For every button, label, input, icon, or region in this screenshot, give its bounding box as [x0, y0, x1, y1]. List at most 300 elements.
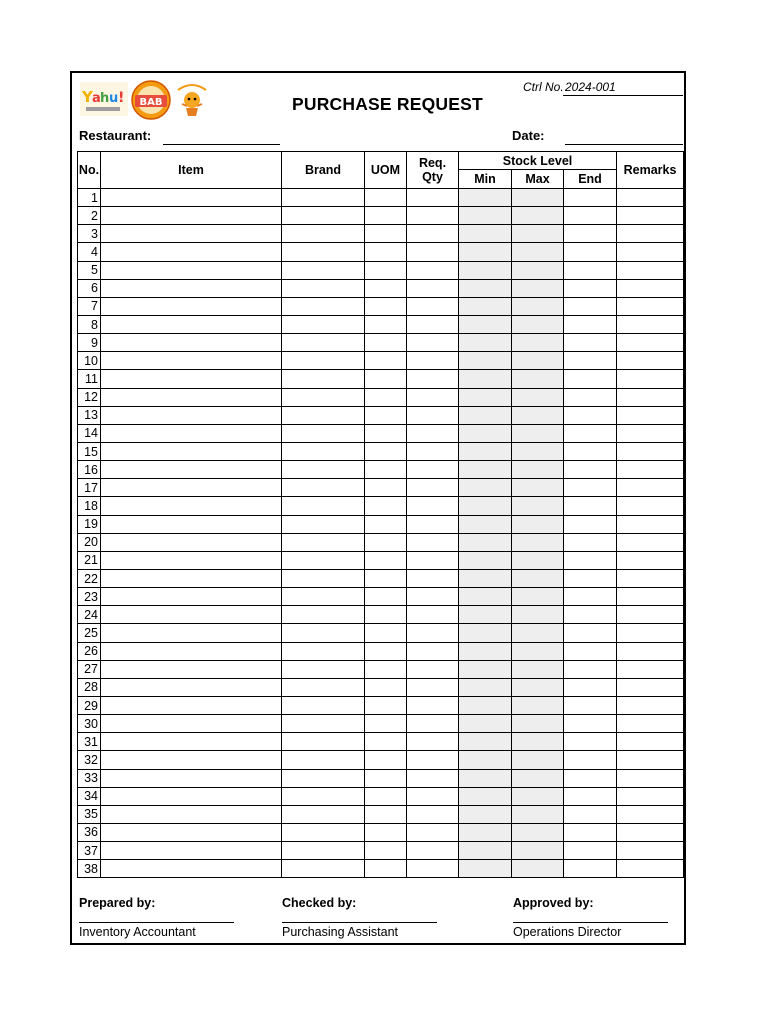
remarks-cell[interactable] — [617, 787, 684, 805]
item-cell[interactable] — [101, 569, 282, 587]
brand-cell[interactable] — [282, 388, 365, 406]
brand-cell[interactable] — [282, 860, 365, 878]
item-cell[interactable] — [101, 787, 282, 805]
end-cell[interactable] — [564, 624, 617, 642]
brand-cell[interactable] — [282, 225, 365, 243]
item-cell[interactable] — [101, 461, 282, 479]
max-cell[interactable] — [512, 515, 564, 533]
min-cell[interactable] — [459, 189, 512, 207]
req-qty-cell[interactable] — [407, 624, 459, 642]
item-cell[interactable] — [101, 207, 282, 225]
max-cell[interactable] — [512, 733, 564, 751]
brand-cell[interactable] — [282, 533, 365, 551]
end-cell[interactable] — [564, 678, 617, 696]
remarks-cell[interactable] — [617, 225, 684, 243]
max-cell[interactable] — [512, 297, 564, 315]
req-qty-cell[interactable] — [407, 678, 459, 696]
item-cell[interactable] — [101, 842, 282, 860]
uom-cell[interactable] — [365, 588, 407, 606]
end-cell[interactable] — [564, 225, 617, 243]
item-cell[interactable] — [101, 642, 282, 660]
end-cell[interactable] — [564, 297, 617, 315]
end-cell[interactable] — [564, 733, 617, 751]
remarks-cell[interactable] — [617, 551, 684, 569]
min-cell[interactable] — [459, 805, 512, 823]
end-cell[interactable] — [564, 261, 617, 279]
min-cell[interactable] — [459, 860, 512, 878]
uom-cell[interactable] — [365, 569, 407, 587]
item-cell[interactable] — [101, 678, 282, 696]
item-cell[interactable] — [101, 588, 282, 606]
req-qty-cell[interactable] — [407, 297, 459, 315]
remarks-cell[interactable] — [617, 461, 684, 479]
req-qty-cell[interactable] — [407, 189, 459, 207]
brand-cell[interactable] — [282, 243, 365, 261]
remarks-cell[interactable] — [617, 497, 684, 515]
item-cell[interactable] — [101, 696, 282, 714]
uom-cell[interactable] — [365, 334, 407, 352]
brand-cell[interactable] — [282, 588, 365, 606]
brand-cell[interactable] — [282, 642, 365, 660]
uom-cell[interactable] — [365, 388, 407, 406]
req-qty-cell[interactable] — [407, 787, 459, 805]
uom-cell[interactable] — [365, 624, 407, 642]
min-cell[interactable] — [459, 279, 512, 297]
req-qty-cell[interactable] — [407, 606, 459, 624]
req-qty-cell[interactable] — [407, 660, 459, 678]
req-qty-cell[interactable] — [407, 588, 459, 606]
max-cell[interactable] — [512, 479, 564, 497]
brand-cell[interactable] — [282, 842, 365, 860]
remarks-cell[interactable] — [617, 715, 684, 733]
uom-cell[interactable] — [365, 678, 407, 696]
brand-cell[interactable] — [282, 678, 365, 696]
max-cell[interactable] — [512, 243, 564, 261]
min-cell[interactable] — [459, 715, 512, 733]
brand-cell[interactable] — [282, 787, 365, 805]
approved-by-signature-line[interactable] — [513, 922, 668, 923]
min-cell[interactable] — [459, 751, 512, 769]
max-cell[interactable] — [512, 588, 564, 606]
uom-cell[interactable] — [365, 406, 407, 424]
min-cell[interactable] — [459, 515, 512, 533]
uom-cell[interactable] — [365, 805, 407, 823]
end-cell[interactable] — [564, 823, 617, 841]
req-qty-cell[interactable] — [407, 842, 459, 860]
brand-cell[interactable] — [282, 315, 365, 333]
min-cell[interactable] — [459, 406, 512, 424]
min-cell[interactable] — [459, 569, 512, 587]
remarks-cell[interactable] — [617, 805, 684, 823]
uom-cell[interactable] — [365, 715, 407, 733]
uom-cell[interactable] — [365, 461, 407, 479]
remarks-cell[interactable] — [617, 297, 684, 315]
brand-cell[interactable] — [282, 406, 365, 424]
remarks-cell[interactable] — [617, 243, 684, 261]
item-cell[interactable] — [101, 334, 282, 352]
end-cell[interactable] — [564, 515, 617, 533]
uom-cell[interactable] — [365, 370, 407, 388]
remarks-cell[interactable] — [617, 642, 684, 660]
item-cell[interactable] — [101, 315, 282, 333]
brand-cell[interactable] — [282, 733, 365, 751]
uom-cell[interactable] — [365, 842, 407, 860]
brand-cell[interactable] — [282, 479, 365, 497]
item-cell[interactable] — [101, 442, 282, 460]
remarks-cell[interactable] — [617, 315, 684, 333]
brand-cell[interactable] — [282, 370, 365, 388]
end-cell[interactable] — [564, 569, 617, 587]
uom-cell[interactable] — [365, 860, 407, 878]
item-cell[interactable] — [101, 243, 282, 261]
max-cell[interactable] — [512, 624, 564, 642]
req-qty-cell[interactable] — [407, 805, 459, 823]
uom-cell[interactable] — [365, 751, 407, 769]
req-qty-cell[interactable] — [407, 479, 459, 497]
brand-cell[interactable] — [282, 551, 365, 569]
uom-cell[interactable] — [365, 189, 407, 207]
max-cell[interactable] — [512, 823, 564, 841]
req-qty-cell[interactable] — [407, 515, 459, 533]
item-cell[interactable] — [101, 370, 282, 388]
remarks-cell[interactable] — [617, 352, 684, 370]
req-qty-cell[interactable] — [407, 424, 459, 442]
brand-cell[interactable] — [282, 751, 365, 769]
uom-cell[interactable] — [365, 787, 407, 805]
max-cell[interactable] — [512, 860, 564, 878]
uom-cell[interactable] — [365, 261, 407, 279]
end-cell[interactable] — [564, 442, 617, 460]
brand-cell[interactable] — [282, 207, 365, 225]
max-cell[interactable] — [512, 805, 564, 823]
min-cell[interactable] — [459, 388, 512, 406]
brand-cell[interactable] — [282, 805, 365, 823]
end-cell[interactable] — [564, 769, 617, 787]
remarks-cell[interactable] — [617, 842, 684, 860]
max-cell[interactable] — [512, 352, 564, 370]
max-cell[interactable] — [512, 225, 564, 243]
uom-cell[interactable] — [365, 660, 407, 678]
brand-cell[interactable] — [282, 715, 365, 733]
end-cell[interactable] — [564, 805, 617, 823]
max-cell[interactable] — [512, 315, 564, 333]
req-qty-cell[interactable] — [407, 569, 459, 587]
min-cell[interactable] — [459, 642, 512, 660]
min-cell[interactable] — [459, 823, 512, 841]
remarks-cell[interactable] — [617, 334, 684, 352]
min-cell[interactable] — [459, 787, 512, 805]
req-qty-cell[interactable] — [407, 733, 459, 751]
remarks-cell[interactable] — [617, 424, 684, 442]
uom-cell[interactable] — [365, 606, 407, 624]
max-cell[interactable] — [512, 551, 564, 569]
item-cell[interactable] — [101, 860, 282, 878]
end-cell[interactable] — [564, 660, 617, 678]
brand-cell[interactable] — [282, 696, 365, 714]
remarks-cell[interactable] — [617, 751, 684, 769]
max-cell[interactable] — [512, 642, 564, 660]
max-cell[interactable] — [512, 715, 564, 733]
max-cell[interactable] — [512, 279, 564, 297]
uom-cell[interactable] — [365, 696, 407, 714]
remarks-cell[interactable] — [617, 388, 684, 406]
end-cell[interactable] — [564, 751, 617, 769]
uom-cell[interactable] — [365, 642, 407, 660]
req-qty-cell[interactable] — [407, 315, 459, 333]
end-cell[interactable] — [564, 842, 617, 860]
max-cell[interactable] — [512, 842, 564, 860]
remarks-cell[interactable] — [617, 261, 684, 279]
remarks-cell[interactable] — [617, 442, 684, 460]
remarks-cell[interactable] — [617, 678, 684, 696]
min-cell[interactable] — [459, 842, 512, 860]
req-qty-cell[interactable] — [407, 334, 459, 352]
brand-cell[interactable] — [282, 461, 365, 479]
min-cell[interactable] — [459, 461, 512, 479]
brand-cell[interactable] — [282, 424, 365, 442]
req-qty-cell[interactable] — [407, 715, 459, 733]
end-cell[interactable] — [564, 315, 617, 333]
remarks-cell[interactable] — [617, 569, 684, 587]
end-cell[interactable] — [564, 715, 617, 733]
max-cell[interactable] — [512, 261, 564, 279]
min-cell[interactable] — [459, 297, 512, 315]
req-qty-cell[interactable] — [407, 751, 459, 769]
end-cell[interactable] — [564, 860, 617, 878]
min-cell[interactable] — [459, 497, 512, 515]
item-cell[interactable] — [101, 551, 282, 569]
remarks-cell[interactable] — [617, 860, 684, 878]
item-cell[interactable] — [101, 497, 282, 515]
req-qty-cell[interactable] — [407, 497, 459, 515]
req-qty-cell[interactable] — [407, 533, 459, 551]
item-cell[interactable] — [101, 823, 282, 841]
end-cell[interactable] — [564, 533, 617, 551]
brand-cell[interactable] — [282, 823, 365, 841]
max-cell[interactable] — [512, 189, 564, 207]
max-cell[interactable] — [512, 606, 564, 624]
req-qty-cell[interactable] — [407, 696, 459, 714]
brand-cell[interactable] — [282, 624, 365, 642]
restaurant-field[interactable] — [163, 144, 280, 145]
min-cell[interactable] — [459, 315, 512, 333]
min-cell[interactable] — [459, 442, 512, 460]
remarks-cell[interactable] — [617, 696, 684, 714]
req-qty-cell[interactable] — [407, 406, 459, 424]
uom-cell[interactable] — [365, 533, 407, 551]
end-cell[interactable] — [564, 479, 617, 497]
uom-cell[interactable] — [365, 352, 407, 370]
min-cell[interactable] — [459, 660, 512, 678]
uom-cell[interactable] — [365, 315, 407, 333]
brand-cell[interactable] — [282, 497, 365, 515]
remarks-cell[interactable] — [617, 406, 684, 424]
remarks-cell[interactable] — [617, 370, 684, 388]
remarks-cell[interactable] — [617, 279, 684, 297]
uom-cell[interactable] — [365, 442, 407, 460]
brand-cell[interactable] — [282, 261, 365, 279]
item-cell[interactable] — [101, 660, 282, 678]
end-cell[interactable] — [564, 279, 617, 297]
max-cell[interactable] — [512, 388, 564, 406]
item-cell[interactable] — [101, 479, 282, 497]
uom-cell[interactable] — [365, 497, 407, 515]
uom-cell[interactable] — [365, 297, 407, 315]
req-qty-cell[interactable] — [407, 642, 459, 660]
brand-cell[interactable] — [282, 189, 365, 207]
remarks-cell[interactable] — [617, 823, 684, 841]
end-cell[interactable] — [564, 370, 617, 388]
req-qty-cell[interactable] — [407, 261, 459, 279]
req-qty-cell[interactable] — [407, 461, 459, 479]
brand-cell[interactable] — [282, 606, 365, 624]
prepared-by-signature-line[interactable] — [79, 922, 234, 923]
max-cell[interactable] — [512, 787, 564, 805]
min-cell[interactable] — [459, 352, 512, 370]
item-cell[interactable] — [101, 805, 282, 823]
brand-cell[interactable] — [282, 352, 365, 370]
min-cell[interactable] — [459, 624, 512, 642]
item-cell[interactable] — [101, 606, 282, 624]
checked-by-signature-line[interactable] — [282, 922, 437, 923]
item-cell[interactable] — [101, 225, 282, 243]
req-qty-cell[interactable] — [407, 388, 459, 406]
end-cell[interactable] — [564, 588, 617, 606]
uom-cell[interactable] — [365, 515, 407, 533]
min-cell[interactable] — [459, 225, 512, 243]
min-cell[interactable] — [459, 424, 512, 442]
uom-cell[interactable] — [365, 225, 407, 243]
remarks-cell[interactable] — [617, 606, 684, 624]
max-cell[interactable] — [512, 769, 564, 787]
item-cell[interactable] — [101, 388, 282, 406]
end-cell[interactable] — [564, 696, 617, 714]
item-cell[interactable] — [101, 279, 282, 297]
brand-cell[interactable] — [282, 769, 365, 787]
min-cell[interactable] — [459, 678, 512, 696]
max-cell[interactable] — [512, 406, 564, 424]
max-cell[interactable] — [512, 424, 564, 442]
uom-cell[interactable] — [365, 769, 407, 787]
end-cell[interactable] — [564, 787, 617, 805]
brand-cell[interactable] — [282, 297, 365, 315]
brand-cell[interactable] — [282, 569, 365, 587]
item-cell[interactable] — [101, 733, 282, 751]
req-qty-cell[interactable] — [407, 352, 459, 370]
req-qty-cell[interactable] — [407, 769, 459, 787]
uom-cell[interactable] — [365, 207, 407, 225]
uom-cell[interactable] — [365, 279, 407, 297]
min-cell[interactable] — [459, 533, 512, 551]
max-cell[interactable] — [512, 678, 564, 696]
req-qty-cell[interactable] — [407, 243, 459, 261]
min-cell[interactable] — [459, 588, 512, 606]
max-cell[interactable] — [512, 370, 564, 388]
min-cell[interactable] — [459, 334, 512, 352]
max-cell[interactable] — [512, 207, 564, 225]
end-cell[interactable] — [564, 406, 617, 424]
item-cell[interactable] — [101, 715, 282, 733]
max-cell[interactable] — [512, 569, 564, 587]
end-cell[interactable] — [564, 189, 617, 207]
min-cell[interactable] — [459, 696, 512, 714]
req-qty-cell[interactable] — [407, 279, 459, 297]
uom-cell[interactable] — [365, 733, 407, 751]
end-cell[interactable] — [564, 461, 617, 479]
end-cell[interactable] — [564, 388, 617, 406]
end-cell[interactable] — [564, 497, 617, 515]
min-cell[interactable] — [459, 261, 512, 279]
remarks-cell[interactable] — [617, 588, 684, 606]
max-cell[interactable] — [512, 533, 564, 551]
remarks-cell[interactable] — [617, 515, 684, 533]
item-cell[interactable] — [101, 533, 282, 551]
remarks-cell[interactable] — [617, 189, 684, 207]
min-cell[interactable] — [459, 551, 512, 569]
uom-cell[interactable] — [365, 243, 407, 261]
req-qty-cell[interactable] — [407, 225, 459, 243]
brand-cell[interactable] — [282, 334, 365, 352]
item-cell[interactable] — [101, 751, 282, 769]
max-cell[interactable] — [512, 660, 564, 678]
req-qty-cell[interactable] — [407, 823, 459, 841]
brand-cell[interactable] — [282, 660, 365, 678]
max-cell[interactable] — [512, 696, 564, 714]
end-cell[interactable] — [564, 551, 617, 569]
item-cell[interactable] — [101, 189, 282, 207]
end-cell[interactable] — [564, 642, 617, 660]
uom-cell[interactable] — [365, 424, 407, 442]
remarks-cell[interactable] — [617, 733, 684, 751]
end-cell[interactable] — [564, 606, 617, 624]
item-cell[interactable] — [101, 424, 282, 442]
max-cell[interactable] — [512, 334, 564, 352]
min-cell[interactable] — [459, 733, 512, 751]
min-cell[interactable] — [459, 769, 512, 787]
uom-cell[interactable] — [365, 551, 407, 569]
item-cell[interactable] — [101, 769, 282, 787]
remarks-cell[interactable] — [617, 769, 684, 787]
remarks-cell[interactable] — [617, 207, 684, 225]
max-cell[interactable] — [512, 442, 564, 460]
item-cell[interactable] — [101, 406, 282, 424]
max-cell[interactable] — [512, 751, 564, 769]
date-field[interactable] — [565, 144, 683, 145]
max-cell[interactable] — [512, 461, 564, 479]
item-cell[interactable] — [101, 515, 282, 533]
end-cell[interactable] — [564, 352, 617, 370]
end-cell[interactable] — [564, 243, 617, 261]
item-cell[interactable] — [101, 297, 282, 315]
min-cell[interactable] — [459, 207, 512, 225]
item-cell[interactable] — [101, 261, 282, 279]
item-cell[interactable] — [101, 352, 282, 370]
brand-cell[interactable] — [282, 515, 365, 533]
brand-cell[interactable] — [282, 442, 365, 460]
min-cell[interactable] — [459, 243, 512, 261]
end-cell[interactable] — [564, 424, 617, 442]
req-qty-cell[interactable] — [407, 370, 459, 388]
uom-cell[interactable] — [365, 479, 407, 497]
uom-cell[interactable] — [365, 823, 407, 841]
req-qty-cell[interactable] — [407, 207, 459, 225]
end-cell[interactable] — [564, 334, 617, 352]
item-cell[interactable] — [101, 624, 282, 642]
remarks-cell[interactable] — [617, 660, 684, 678]
max-cell[interactable] — [512, 497, 564, 515]
min-cell[interactable] — [459, 479, 512, 497]
remarks-cell[interactable] — [617, 624, 684, 642]
